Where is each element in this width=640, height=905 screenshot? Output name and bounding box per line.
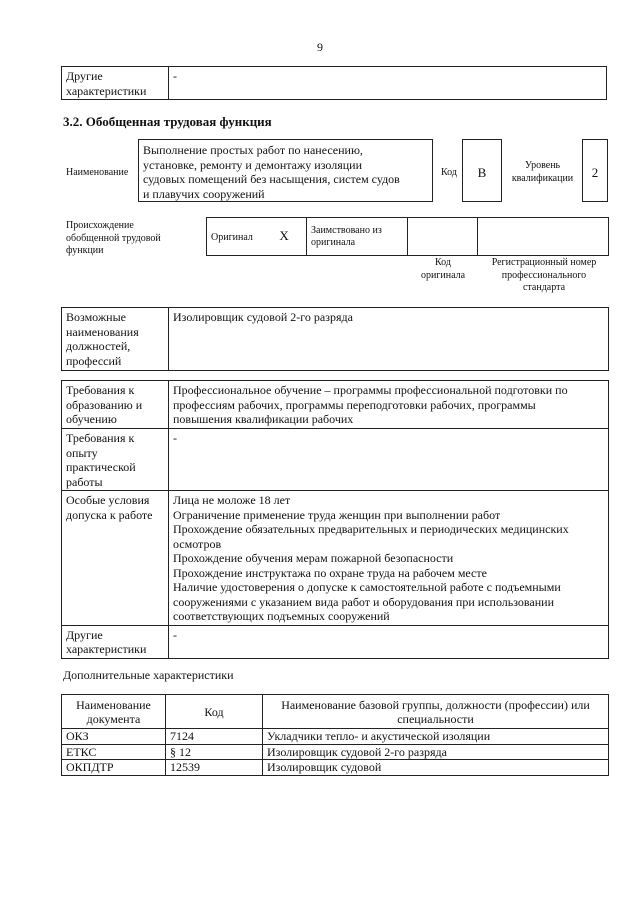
requirement-label: Требования к опыту практической работы (62, 429, 169, 491)
additional-title: Дополнительные характеристики (63, 668, 234, 682)
header-code: Код (166, 695, 263, 729)
requirement-value: - (169, 429, 609, 491)
top-other-value: - (169, 67, 607, 100)
table-row (62, 729, 609, 745)
additional-table (61, 694, 609, 776)
cell-doc: ОКЗ (62, 729, 166, 745)
top-characteristics-table (61, 66, 607, 100)
page-number: 9 (317, 40, 323, 54)
table-header-row (62, 695, 609, 729)
table-row (62, 429, 609, 491)
origin-code-caption: Код оригинала (420, 257, 466, 281)
cell-code: 12539 (166, 760, 263, 776)
table-row (62, 760, 609, 776)
possible-names-table (61, 307, 609, 371)
table-row (62, 491, 609, 626)
requirement-value: Профессиональное обучение – программы профессиональной подготовки по профессиям рабочих, программы переподготовки рабочих, программы повышения квалификации рабочих (169, 381, 609, 429)
section-title: 3.2. Обобщенная трудовая функция (63, 114, 272, 129)
gtf-code-value: B (462, 139, 502, 202)
possible-names-value: Изолировщик судовой 2-го разряда (169, 308, 609, 371)
cell-doc: ОКПДТР (62, 760, 166, 776)
requirements-table (61, 380, 609, 659)
origin-reg-caption: Регистрационный номер профессионального стандарта (491, 257, 597, 293)
origin-original-mark: X (279, 227, 289, 243)
possible-names-label: Возможные наименования должностей, профессий (62, 308, 169, 371)
requirement-value: Лица не моложе 18 лет Ограничение применение труда женщин при выполнении работ Прохождение обязательных предварительных и периодических медицинских осмотров Прохождение обучения мерам пожарной безопасности Прохождение инструктажа по охране труда на рабочем месте Наличие удостоверения о допуске к самостоятельной работе с подъемными сооружениями с указанием вида работ и оборудования при использовании соответствующих подъемных сооружений (169, 491, 609, 626)
table-row (62, 381, 609, 429)
header-name: Наименование базовой группы, должности (профессии) или специальности (263, 695, 609, 729)
cell-name: Укладчики тепло- и акустической изоляции (263, 729, 609, 745)
cell-name: Изолировщик судовой (263, 760, 609, 776)
cell-name: Изолировщик судовой 2-го разряда (263, 744, 609, 760)
requirement-value: - (169, 625, 609, 658)
gtf-name-label: Наименование (66, 167, 129, 178)
gtf-name-line: и плавучих сооружений (143, 186, 265, 201)
gtf-code-label: Код (441, 167, 457, 178)
table-row (62, 625, 609, 658)
origin-original-cell: Оригинал X (207, 218, 307, 256)
cell-doc: ЕТКС (62, 744, 166, 760)
gtf-level-label: Уровень квалификации (511, 160, 574, 184)
origin-table (206, 217, 609, 256)
gtf-name-line: судовых помещений без насыщения, систем судов (143, 172, 400, 186)
origin-code-cell (408, 218, 478, 256)
header-doc: Наименование документа (62, 695, 166, 729)
requirement-label: Требования к образованию и обучению (62, 381, 169, 429)
gtf-level-value: 2 (582, 139, 608, 202)
gtf-name-line: установке, ремонту и демонтажу изоляции (143, 157, 362, 172)
table-row (62, 744, 609, 760)
origin-label: Происхождение обобщенной трудовой функции (66, 220, 161, 256)
requirement-label: Особые условия допуска к работе (62, 491, 169, 626)
cell-code: § 12 (166, 744, 263, 760)
gtf-name-line: Выполнение простых работ по нанесению, (143, 143, 363, 157)
top-other-label: Другие характеристики (62, 67, 169, 100)
origin-reg-cell (478, 218, 609, 256)
cell-code: 7124 (166, 729, 263, 745)
origin-borrowed-cell: Заимствовано из оригинала (307, 218, 408, 256)
requirement-label: Другие характеристики (62, 625, 169, 658)
gtf-name-box (138, 139, 433, 202)
